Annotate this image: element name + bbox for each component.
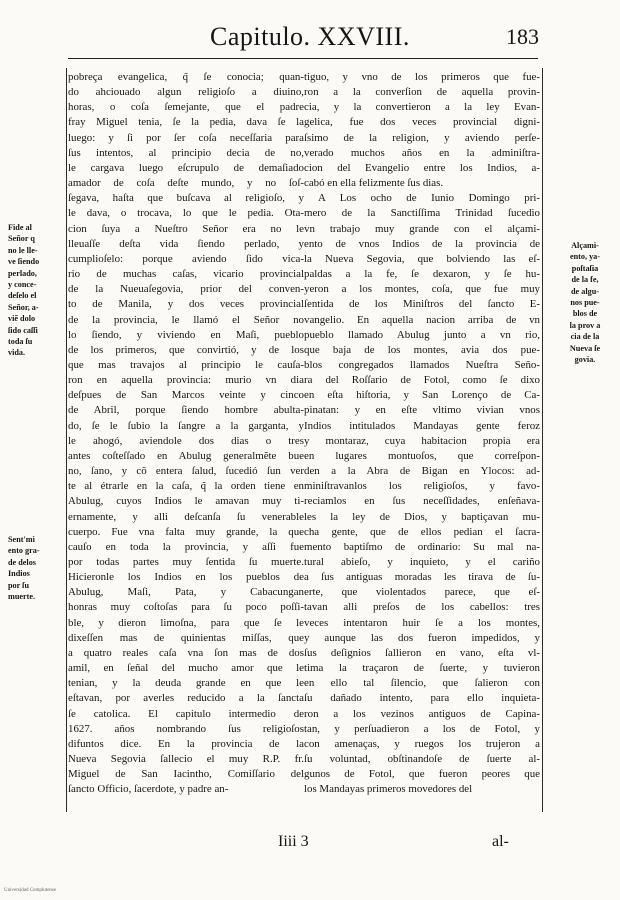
text-line: de la Nueuaſegovia, prior del conven- [68, 283, 304, 296]
text-line: mero de la Sanctiſſima Trinidad ſucedio [304, 207, 540, 220]
text-line: en ello tal ſilencio, que ſalieron con [304, 677, 540, 690]
margin-note-line: Señor q [8, 234, 35, 244]
text-line: lo ſiendo, y viviendo en Maſi, pueblo [68, 328, 304, 341]
text-line: tan, y perſuadieron a los de Fotol, y [304, 722, 540, 735]
text-line: Nueva Segovia ſallecio el muy R.P. fr. [68, 753, 304, 766]
catchword: al- [492, 833, 509, 850]
margin-note-line: poſtaſia [571, 263, 599, 273]
text-line: ſsimo de la religion, y aviendo perſe- [304, 131, 540, 144]
text-line: Hicieronle los Indios en los pueblos de [68, 571, 304, 584]
text-line: gelica, fue dos veces provincial digni- [304, 116, 540, 129]
text-line: yeron a los montes, coſa, que fue muy [304, 283, 540, 296]
margin-note-line: toda ſu [8, 337, 33, 347]
text-line: blos congregados llamados Nueſtra Seño- [304, 358, 540, 371]
text-line: pinatan: y en eſte vltimo vivian vnos [304, 404, 540, 417]
text-line: to de Manila, y dos veces provincial [68, 298, 304, 311]
text-line: tavan alli preſos de los cabellos: tres [304, 601, 540, 614]
margin-note-line: blos de [572, 309, 598, 319]
text-line: vn trabajo muy grande con el alçami- [304, 222, 540, 235]
margin-note-line: Alçami- [571, 241, 599, 250]
text-line: horas, o coſa ſemejante, que el padre [68, 101, 304, 114]
text-line: te al étrarle en la caſa, q̃ la orden tiene en [68, 480, 304, 493]
margin-note-line: perlado, [8, 268, 37, 278]
text-line: paldas a la fe, ſe dexaron, y ſe hu- [304, 268, 540, 281]
text-line: cha gente, que de ellos pedian el ſacra- [304, 525, 540, 538]
text-line: cuerpo. Fue vna falta muy grande, la que [68, 525, 304, 538]
margin-note-line: Fide al [8, 223, 32, 232]
margin-note-line: nos pue- [570, 298, 600, 308]
text-line: ſe catolica. El capitulo intermedio de [68, 707, 304, 720]
text-line: le cargava luego eſcrupulo de demaſiado [68, 161, 304, 174]
signature-mark: Iiii 3 [278, 833, 309, 850]
text-line: miniſtravanlos los religioſos, y favo- [304, 480, 540, 493]
text-line: antes coſteſſado en Abulug generalmẽte bue [68, 449, 304, 462]
library-label: Universidad Complutense [4, 888, 57, 893]
text-line: ron en aquella provincia: murio vn dia [68, 374, 304, 387]
header-rule [68, 58, 538, 59]
text-line: veces intentaron huir ſe a los montes, [304, 616, 540, 629]
text-line: gunos de Fotol, que fueron peores que [304, 768, 540, 781]
text-line: tenian, y la deuda grande en que le [68, 677, 304, 690]
text-line: les la ley de Dios, y baptiçavan mu- [304, 510, 540, 523]
page-number: 183 [506, 24, 539, 49]
margin-note-line: y conce- [8, 280, 37, 290]
text-line: Abulug, Maſi, Pata, y Cabacungan [68, 586, 304, 599]
text-line: Miguel de San Iacintho, Comiſſario del [68, 768, 304, 781]
left-margin-rule [66, 68, 67, 812]
text-line: vangelio. En aquella nacion arriba de vn [304, 313, 540, 326]
margin-note-line: Señor, a- [8, 302, 39, 312]
text-line: difuntos dice. En la provincia de la [68, 737, 304, 750]
margin-note-line: ento, ya- [569, 252, 600, 262]
margin-note-line: la prov a [569, 320, 601, 330]
text-line: ento de vnos Indios de la provincia de [304, 237, 540, 250]
margin-note-line: ſido caſſi [8, 325, 38, 335]
margin-note-line: cia de la [570, 332, 600, 342]
margin-note-left-top [8, 222, 39, 359]
chapter-title: Capitulo. XXVIII. [210, 22, 410, 51]
margin-note-line: vida. [8, 348, 26, 358]
text-line: de la provincia, le llamó el Señor no [68, 313, 304, 326]
text-column-left [68, 70, 304, 798]
margin-note-line: de delos [8, 557, 36, 567]
margin-note-line: de algu- [571, 286, 599, 296]
text-line: amador de coſa deſte mundo, y no ſoſ- [68, 177, 304, 190]
text-line: Indios intitulados Mandayas gente feroz [304, 419, 540, 432]
text-line: ſentida de los Miniſtros del ſancto E- [304, 298, 540, 311]
text-line: cia, y la convertieron a la ley Evan- [304, 101, 540, 114]
text-line: ernamente, y alli deſcanſa ſu venerable [68, 510, 304, 523]
margin-note-left-bottom [8, 534, 40, 602]
text-line: den a la Abra de Bigan en Ylocos: ad- [304, 465, 540, 478]
text-line: los Mandayas primeros movedores del [304, 783, 473, 796]
text-line: y aunque las dos fueron impedidos, y [304, 631, 540, 644]
margin-note-line: ento gra- [8, 546, 40, 556]
margin-note-line: de la fe, [571, 275, 599, 285]
text-line: eſtavan, por averles reducido a la ſancta [68, 692, 304, 705]
margin-note-line: muerte. [8, 592, 36, 602]
text-line: de Abril, porque ſiendo hombre abulta- [68, 404, 304, 417]
text-line: no, ſano, y cõ entera ſalud, ſucedió ſun ver [68, 465, 304, 478]
text-line: ſus intentos, al principio decia de no, [68, 146, 304, 159]
text-line: le ahogó, aviendole dos dias o tres [68, 434, 304, 447]
text-line: amil, en ſeñal del mucho amor que le [68, 662, 304, 675]
text-line: ble, y dieron limoſna, para que ſe le [68, 616, 304, 629]
margin-note-line: Sent'mi [8, 535, 35, 544]
text-column-right [304, 70, 540, 798]
text-line: tima la traçaron de ſuerte, y tuvieron [304, 662, 540, 675]
text-line: en eſta hiſtoria, y San Lorenço de Ca- [304, 389, 540, 402]
text-line: mento baptiſmo de ordinario: Su mal na- [304, 540, 540, 553]
text-line: reciamlos en ſus neceſſidades, enſeñava- [304, 495, 540, 508]
text-line: ron a la converſion de aquella provin- [304, 86, 540, 99]
text-line: cion ſuya a Nueſtro Señor era no le [68, 222, 304, 235]
text-line: cumplioſelo: porque aviendo ſido vica- [68, 252, 304, 265]
text-line: cabó en ella felizmente ſus dias. [304, 177, 444, 190]
text-line: dixeſſen mas de quinientas miſſas, que [68, 631, 304, 644]
text-line: ſu dañado intento, para ello inquieta- [304, 692, 540, 705]
text-line: que baja de los montes, avia dos pue- [304, 343, 540, 356]
text-line: ſus deſignios ſallieron en vano, eſta vl- [304, 646, 540, 659]
text-line: lleuaſſe deſta vida ſiendo perlado, y [68, 237, 304, 250]
text-line: cauſo en toda la provincia, y aſſi fue [68, 540, 304, 553]
margin-note-line: Indios [8, 569, 30, 579]
margin-note-line: por ſu [8, 580, 30, 590]
text-line: la Nueva Segovia, que bolviendo las eſ- [304, 252, 540, 265]
margin-note-line: viẽ dolo [8, 314, 36, 324]
text-line: verado muchos años en la adminiſtra- [304, 146, 540, 159]
text-line: y montaraz, cuya habitacion propia era [304, 434, 540, 447]
text-line: do ahciouado algun religioſo a diuino, [68, 86, 304, 99]
margin-note-line: deſelo el [8, 291, 37, 301]
text-line: ſu voluntad, obſtinandoſe de ſuerte al- [304, 753, 540, 766]
margin-note-line: ve ſiendo [8, 257, 40, 267]
text-line: deſpues de San Marcos veinte y cinco [68, 389, 304, 402]
text-line: de los primeros, que convirtió, y de los [68, 343, 304, 356]
margin-note-line: no le lle- [8, 245, 38, 255]
text-line: tiguo, y vno de los primeros que fue- [304, 71, 540, 83]
text-line: le dava, o trocava, lo que le pedia. Ota- [68, 207, 304, 220]
text-line: honras muy coſtoſas para ſu poco poſſi- [68, 601, 304, 614]
margin-note-right [554, 240, 616, 365]
text-line: en lugares montuoſos, que correſpon- [304, 449, 540, 462]
text-line: ron a los vezinos antiguos de Capina- [304, 707, 540, 720]
text-line: rio de muchas caſas, vicario provincial [68, 268, 304, 281]
text-line: que mas travajos al principio le cauſa- [68, 358, 304, 371]
text-line: a quatro reales caſa vna ſon mas de dos [68, 646, 304, 659]
text-line: Abulug, cuyos Indios le amavan muy ti- [68, 495, 304, 508]
text-line: cion del Evangelio entre los Indios, a- [304, 161, 540, 174]
text-line: tural abieſo, y inquieto, y el cariño [304, 556, 540, 568]
text-line: por todas partes muy ſentida ſu muerte. [68, 556, 304, 568]
text-line: fray Miguel tenia, ſe la pedia, dava ſe la [68, 116, 304, 129]
text-line: ra del Roſſario de Fotol, como ſe dixo [304, 374, 540, 387]
text-line: 1627. años nombrando ſus religioſos [68, 722, 304, 735]
text-line: pobreça evangelica, q̃ ſe conocia; quan- [68, 71, 304, 83]
text-line: pueblo llamado Abulug junto a vn rio, [304, 328, 540, 341]
text-line: erte, que violentados parece, que eſ- [304, 586, 540, 599]
text-line: ſancto Officio, ſacerdote, y padre an- [68, 783, 229, 796]
page-header [0, 22, 620, 62]
right-margin-rule [542, 68, 543, 812]
text-line: con amenaças, y ruegos los trujeron a [304, 737, 540, 750]
text-line: do, ſe le ſubio la ſangre a la garganta, y [68, 419, 304, 432]
margin-note-line: govia. [574, 355, 596, 365]
margin-note-line: Nueva ſe [569, 343, 601, 353]
text-line: luego: y ſi por ſer coſa neceſſaria para [68, 131, 304, 144]
text-line: ſegava, haſta que buſcava al religioſo, y [68, 192, 304, 205]
text-line: A Los ocho de Iunio Domingo pri- [318, 192, 540, 205]
text-line: a ſus antiguas moradas les tirava de ſu- [304, 571, 540, 584]
